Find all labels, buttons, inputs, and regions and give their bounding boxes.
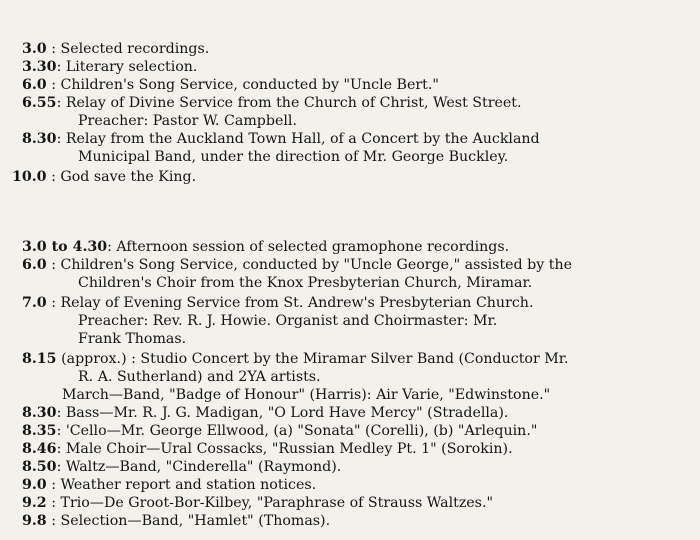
entry-1ya-300: 3.0 : Selected recordings.	[22, 41, 210, 57]
entry-2ya-300: 3.0 to 4.30: Afternoon session of selected gramophone recordings.	[22, 239, 510, 255]
entry-2ya-835: 8.35: 'Cello—Mr. George Ellwood, (a) "Sonata" (Corelli), (b) "Arlequin."	[22, 423, 538, 439]
entry-2ya-900: 9.0 : Weather report and station notices.	[22, 477, 317, 493]
entry-1ya-830-cont: Municipal Band, under the direction of Mr. George Buckley.	[78, 149, 509, 165]
entry-2ya-830: 8.30: Bass—Mr. R. J. G. Madigan, "O Lord Have Mercy" (Stradella).	[22, 405, 509, 421]
entry-2ya-850: 8.50: Waltz—Band, "Cinderella" (Raymond).	[22, 459, 342, 475]
entry-2ya-980: 9.8 : Selection—Band, "Hamlet" (Thomas).	[22, 513, 331, 529]
entry-2ya-700: 7.0 : Relay of Evening Service from St. Andrew's Presbyterian Church.	[22, 295, 534, 311]
entry-2ya-846: 8.46: Male Choir—Ural Cossacks, "Russian Medley Pt. 1" (Sorokin).	[22, 441, 513, 457]
entry-2ya-815-cont1: R. A. Sutherland) and 2YA artists.	[78, 369, 321, 385]
entry-2ya-815: 8.15 (approx.) : Studio Concert by the Miramar Silver Band (Conductor Mr.	[22, 351, 569, 367]
entry-2ya-700-cont1: Preacher: Rev. R. J. Howie. Organist and Choirmaster: Mr.	[78, 313, 498, 329]
entry-1ya-655: 6.55: Relay of Divine Service from the Church of Christ, West Street.	[22, 95, 522, 111]
entry-1ya-330: 3.30: Literary selection.	[22, 59, 198, 75]
entry-2ya-600-cont: Children's Choir from the Knox Presbyterian Church, Miramar.	[78, 275, 533, 291]
entry-1ya-655-cont: Preacher: Pastor W. Campbell.	[78, 113, 297, 129]
entry-2ya-600: 6.0 : Children's Song Service, conducted by "Uncle George," assisted by the	[22, 257, 572, 273]
entry-1ya-1000: 10.0 : God save the King.	[12, 169, 197, 185]
entry-1ya-600: 6.0 : Children's Song Service, conducted by "Uncle Bert."	[22, 77, 439, 93]
entry-2ya-920: 9.2 : Trio—De Groot-Bor-Kilbey, "Paraphrase of Strauss Waltzes."	[22, 495, 494, 511]
entry-1ya-830: 8.30: Relay from the Auckland Town Hall, of a Concert by the Auckland	[22, 131, 540, 147]
entry-2ya-815-cont2: March—Band, "Badge of Honour" (Harris): Air Varie, "Edwinstone."	[62, 387, 551, 403]
entry-2ya-700-cont2: Frank Thomas.	[78, 331, 187, 347]
